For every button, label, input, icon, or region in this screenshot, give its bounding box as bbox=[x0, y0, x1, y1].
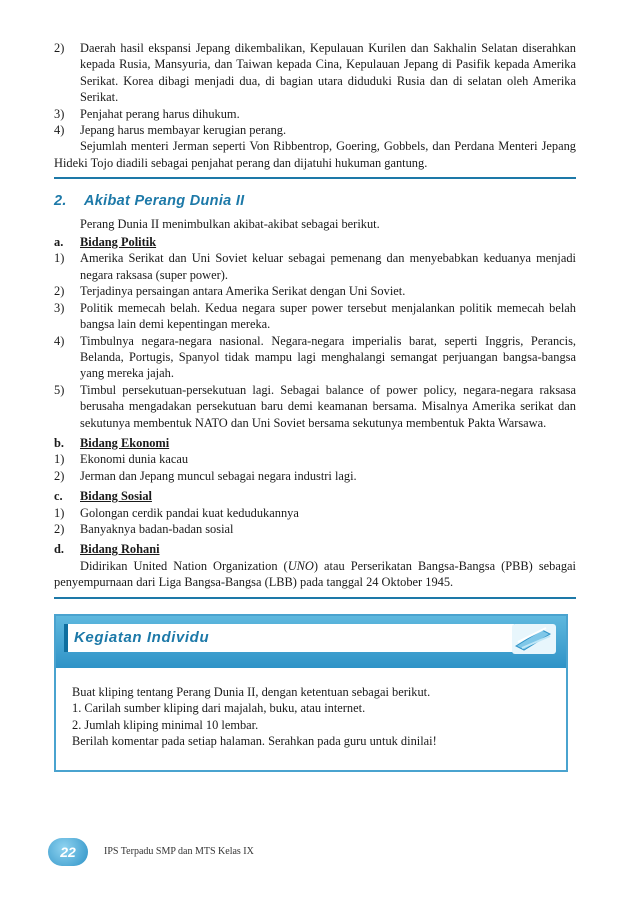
rohani-text-em: UNO bbox=[287, 558, 314, 573]
subsection-letter: d. bbox=[54, 542, 64, 557]
activity-header bbox=[56, 616, 566, 668]
activity-box bbox=[54, 614, 568, 772]
activity-item: 1. Carilah sumber kliping dari majalah, buku, atau internet. bbox=[72, 701, 366, 716]
list-item bbox=[54, 300, 576, 333]
subsection-heading-politik bbox=[54, 234, 576, 250]
activity-title: Kegiatan Individu bbox=[64, 624, 514, 652]
activity-item: 2. Jumlah kliping minimal 10 lembar. bbox=[72, 717, 259, 732]
item-number: 4) bbox=[54, 333, 65, 348]
list-item bbox=[54, 106, 576, 122]
activity-intro: Buat kliping tentang Perang Dunia II, dengan ketentuan sebagai berikut. bbox=[72, 685, 431, 699]
item-number: 2) bbox=[54, 41, 65, 55]
item-number: 2) bbox=[54, 521, 65, 536]
item-text: Terjadinya persaingan antara Amerika Serikat dengan Uni Soviet. bbox=[80, 284, 406, 299]
item-text: Daerah hasil ekspansi Jepang dikembalikan, Kepulauan Kurilen dan Sakhalin Selatan diserahkan kepada Rusia, Mansyuria, dan Taiwan kepada Cina, Kepulauan Jepang di Pasifik kepada Amerika Serikat. Korea dibagi menjadi dua, di bagian utara diduduki Rusia dan di selatan oleh Amerika Serikat. bbox=[80, 41, 576, 105]
subsection-letter: c. bbox=[54, 489, 63, 504]
rohani-paragraph bbox=[54, 558, 576, 591]
item-text: Banyaknya badan-badan sosial bbox=[80, 521, 234, 536]
item-text: Jepang harus membayar kerugian perang. bbox=[80, 123, 287, 138]
subsection-title: Bidang Sosial bbox=[80, 489, 152, 504]
page-number: 22 bbox=[48, 838, 88, 866]
intro-list bbox=[54, 40, 576, 138]
list-item bbox=[54, 382, 576, 431]
book-title: IPS Terpadu SMP dan MTS Kelas IX bbox=[104, 846, 254, 857]
pencil-icon bbox=[512, 624, 556, 654]
list-item bbox=[54, 451, 576, 467]
item-text: Jerman dan Jepang muncul sebagai negara industri lagi. bbox=[80, 468, 357, 483]
section-number: 2. bbox=[54, 193, 67, 210]
rohani-text-b: ) atau Perserikatan Bangsa-Bangsa (PBB) sebagai penyempurnaan dari Liga Bangsa-Bangsa (LBB) pada tanggal 24 Oktober 1945. bbox=[54, 558, 576, 590]
subsection-heading-ekonomi bbox=[54, 435, 576, 451]
list-item bbox=[54, 521, 576, 537]
subsection-letter: b. bbox=[54, 435, 64, 450]
section-title: Akibat Perang Dunia II bbox=[84, 193, 245, 210]
list-item bbox=[54, 283, 576, 299]
list-item bbox=[54, 333, 576, 382]
item-number: 4) bbox=[54, 123, 65, 138]
item-number: 3) bbox=[54, 106, 65, 121]
item-number: 1) bbox=[54, 251, 65, 266]
intro-paragraph: Sejumlah menteri Jerman seperti Von Ribbentrop, Goering, Gobbels, dan Perdana Menteri Jepang Hideki Tojo diadili sebagai penjahat perang dan dijatuhi hukuman gantung. bbox=[54, 139, 576, 170]
item-text: Golongan cerdik pandai kuat kedudukannya bbox=[80, 505, 299, 520]
subsection-title: Bidang Ekonomi bbox=[80, 435, 170, 450]
activity-body bbox=[72, 684, 552, 750]
subsection-title: Bidang Politik bbox=[80, 235, 157, 250]
list-item bbox=[54, 505, 576, 521]
section-intro: Perang Dunia II menimbulkan akibat-akibat sebagai berikut. bbox=[80, 216, 380, 231]
item-number: 1) bbox=[54, 505, 65, 520]
list-item bbox=[54, 250, 576, 283]
list-item bbox=[54, 468, 576, 484]
section-divider bbox=[54, 177, 576, 179]
item-text: Politik memecah belah. Kedua negara super power tersebut menjalankan politik memecah belah bangsa lain demi kepentingan mereka. bbox=[80, 300, 576, 332]
item-number: 1) bbox=[54, 452, 65, 467]
subsection-heading-sosial bbox=[54, 488, 576, 504]
subsection-letter: a. bbox=[54, 235, 64, 250]
page-footer bbox=[48, 838, 588, 868]
section-divider-bottom bbox=[54, 597, 576, 599]
item-text: Timbulnya negara-negara nasional. Negara-negara imperialis barat, seperti Inggris, Perancis, Belanda, Portugis, Spanyol tidak mampu lagi menghalangi semangat perjuangan bangsa-bangsa yang mereka jajah. bbox=[80, 333, 576, 381]
subsection-title: Bidang Rohani bbox=[80, 542, 160, 557]
item-text: Timbul persekutuan-persekutuan lagi. Sebagai balance of power policy, negara-negara raksasa berusaha mengadakan persekutuan baru demi keamanan bersama. Misalnya Amerika serikat dan sekutunya membentuk NATO dan Uni Soviet bersama sekutunya membentuk Pakta Warsawa. bbox=[80, 382, 576, 430]
list-item bbox=[54, 122, 576, 138]
subsection-heading-rohani bbox=[54, 541, 576, 557]
section-heading bbox=[54, 193, 576, 209]
rohani-text-a: Didirikan United Nation Organization ( bbox=[80, 558, 288, 573]
item-number: 3) bbox=[54, 300, 65, 315]
activity-closing: Berilah komentar pada setiap halaman. Serahkan pada guru untuk dinilai! bbox=[72, 734, 437, 749]
item-text: Penjahat perang harus dihukum. bbox=[80, 106, 240, 121]
item-number: 5) bbox=[54, 382, 65, 397]
list-item bbox=[54, 40, 576, 106]
item-number: 2) bbox=[54, 284, 65, 299]
item-number: 2) bbox=[54, 468, 65, 483]
item-text: Ekonomi dunia kacau bbox=[80, 452, 189, 467]
item-text: Amerika Serikat dan Uni Soviet keluar sebagai pemenang dan menyebabkan keduanya menjadi negara raksasa (super power). bbox=[80, 251, 576, 282]
main-content bbox=[54, 40, 576, 599]
